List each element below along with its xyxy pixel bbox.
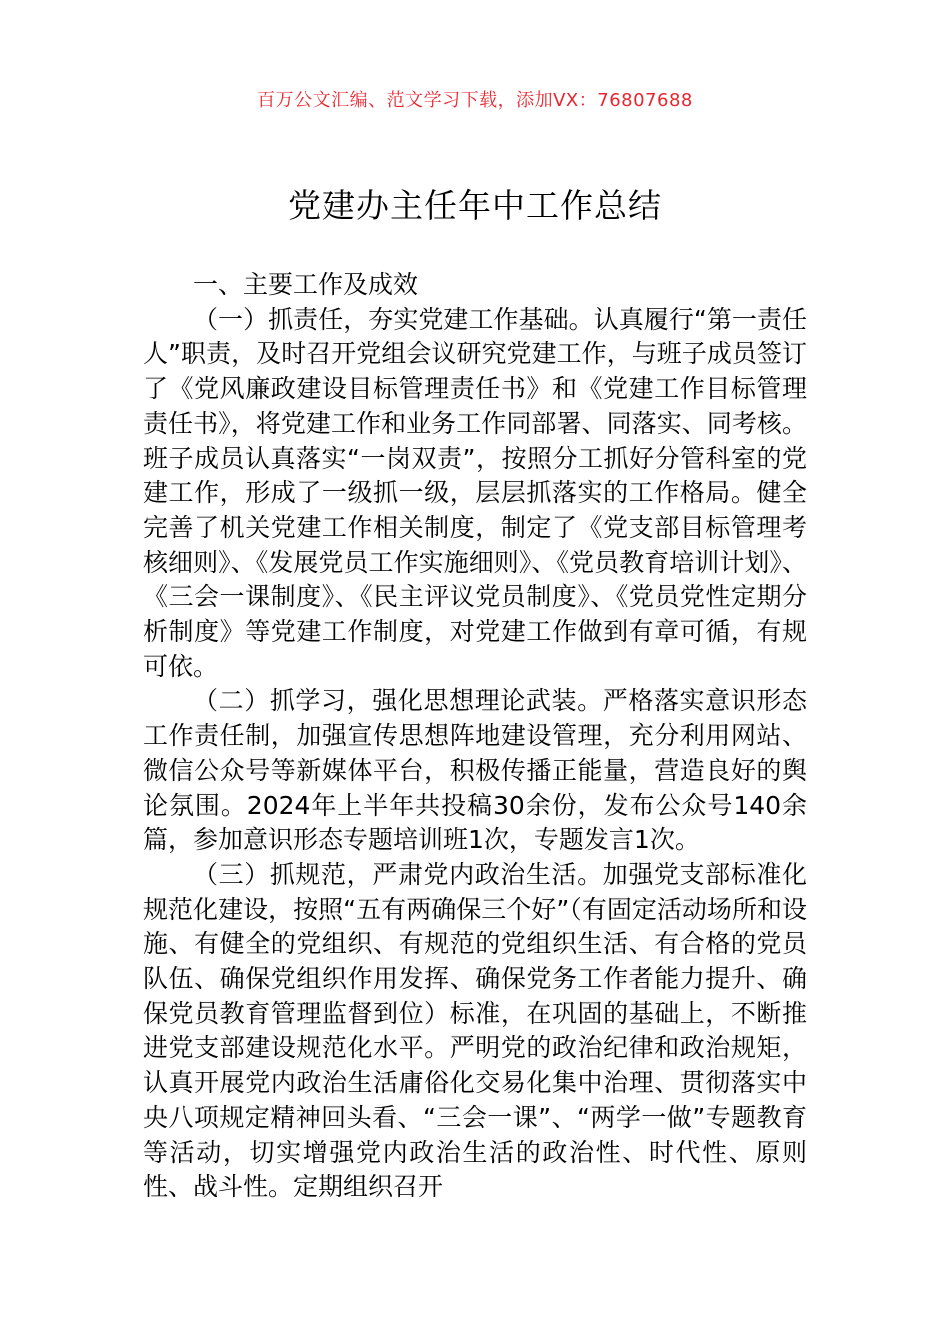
document-title: 党建办主任年中工作总结	[288, 186, 662, 225]
paragraph-2: （二）抓学习，强化思想理论武装。严格落实意识形态工作责任制，加强宣传思想阵地建设管理，充分利用网站、微信公众号等新媒体平台，积极传播正能量，营造良好的舆论氛围。2024年上半年共投稿30余份，发布公众号140余篇，参加意识形态专题培训班1次，专题发言1次。	[143, 686, 807, 855]
document-body	[143, 268, 807, 1205]
paragraph-1: （一）抓责任，夯实党建工作基础。认真履行“第一责任人”职责，及时召开党组会议研究党建工作，与班子成员签订了《党风廉政建设目标管理责任书》和《党建工作目标管理责任书》，将党建工作和业务工作同部署、同落实、同考核。班子成员认真落实“一岗双责”，按照分工抓好分管科室的党建工作，形成了一级抓一级，层层抓落实的工作格局。健全完善了机关党建工作相关制度，制定了《党支部目标管理考核细则》、《发展党员工作实施细则》、《党员教育培训计划》、《三会一课制度》、《民主评议党员制度》、《党员党性定期分析制度》等党建工作制度，对党建工作做到有章可循，有规可依。	[143, 304, 807, 681]
header-banner: 百万公文汇编、范文学习下载，添加VX：76807688	[257, 90, 693, 111]
paragraph-3: （三）抓规范，严肃党内政治生活。加强党支部标准化规范化建设，按照“五有两确保三个好”（有固定活动场所和设施、有健全的党组织、有规范的党组织生活、有合格的党员队伍、确保党组织作用发挥、确保党务工作者能力提升、确保党员教育管理监督到位）标准，在巩固的基础上，不断推进党支部建设规范化水平。严明党的政治纪律和政治规矩，认真开展党内政治生活庸俗化交易化集中治理、贯彻落实中央八项规定精神回头看、“三会一课”、“两学一做”专题教育等活动，切实增强党内政治生活的政治性、时代性、原则性、战斗性。定期组织召开	[143, 859, 807, 1202]
section-heading: 一、主要工作及成效	[193, 270, 419, 299]
